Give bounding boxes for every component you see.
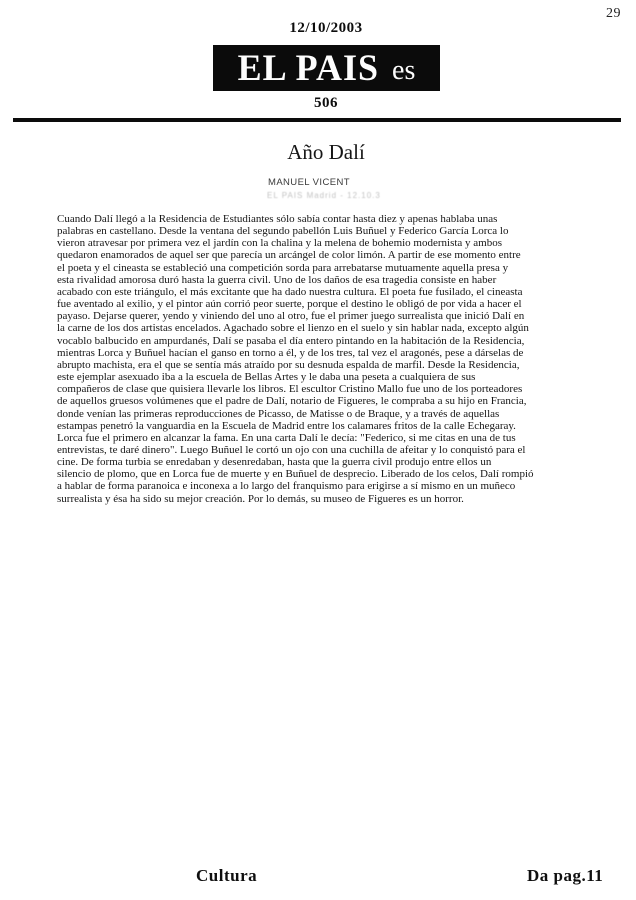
horizontal-rule bbox=[13, 118, 621, 122]
issue-number: 506 bbox=[314, 95, 338, 111]
body-line: Cuando Dalí llegó a la Residencia de Estudiantes sólo sabía contar hasta diez y apenas hablaba unas bbox=[57, 213, 498, 225]
body-line: donde venían las primeras reproducciones de Picasso, de Matisse o de Braque, y a través de aquellas bbox=[57, 407, 500, 420]
body-line: el poeta y el cineasta se estableció una competición sorda para arrebatarse mutuamente aquella presa y bbox=[57, 261, 509, 274]
masthead-date: 12/10/2003 bbox=[289, 20, 363, 36]
body-line: payaso. Dejarse querer, yendo y viniendo del uno al otro, fue el primer juego surrealista que inició Dalí en bbox=[57, 310, 525, 323]
footer-section-label: Cultura bbox=[196, 866, 258, 885]
body-line: estampas penetró la vanguardia en la Escuela de Madrid entre los calamares fritos de la calle Echegaray. bbox=[57, 419, 516, 432]
body-line: fue aventado al exilio, y el pintor aún corrió peor suerte, porque el destino le obligó de por vida a hacer el bbox=[57, 298, 522, 311]
logo-suffix-text: es bbox=[392, 55, 416, 86]
article-byline: MANUEL VICENT bbox=[268, 177, 350, 188]
logo-main-text: EL PAIS bbox=[237, 47, 380, 89]
body-line: a hablar de forma paranoica e inconexa a lo largo del franquismo para erigirse a sí mismo en un muñeco bbox=[57, 480, 516, 493]
body-line: vieron atravesar por primera vez el jardín con la chalina y la melena de bohemio modernista y ambos bbox=[57, 237, 503, 250]
faint-credit-line: EL PAIS Madrid - 12.10.3 bbox=[267, 191, 381, 200]
body-line: compañeros de clase que quisiera llevarle los libros. El escultor Cristino Mallo fue uno de los porteadores bbox=[57, 383, 523, 396]
footer-page-reference: Da pag.11 bbox=[527, 866, 604, 885]
body-line: acabado con este triángulo, el más excitante que ha dado nuestra cultura. El poeta fue fusilado, el cineasta bbox=[57, 285, 523, 298]
body-line: entrevistas, te daré dinero". Luego Buñuel le cortó un ojo con una cuchilla de afeitar y lo conquistó para el bbox=[57, 443, 526, 456]
body-line: palabras en castellano. Desde la ventana del segundo pabellón Luis Buñuel y Federico García Lorca lo bbox=[57, 225, 509, 238]
body-line: mientras Lorca y Buñuel hacían el ganso en torno a él, y de los tres, tal vez el aragonés, pese a dárselas de bbox=[57, 346, 524, 359]
body-line: cine. De forma turbia se enredaban y desenredaban, hasta que la guerra civil produjo entre ellos un bbox=[57, 456, 492, 469]
body-line: silencio de plomo, que en Lorca fue de muerte y en Buñuel de desprecio. Liberado de los celos, Dalí rompió bbox=[57, 468, 534, 481]
body-line: la carne de los dos artistas encelados. Agachado sobre el lienzo en el suelo y sin hablar nada, excepto algún bbox=[57, 322, 529, 335]
body-line: abrupto machista, era el que se sentía más atraído por su desnuda espalda de marfil. Desde la Residencia, bbox=[57, 358, 520, 371]
article-title: Año Dalí bbox=[287, 140, 365, 164]
body-line: vocablo balbucido en ampurdanés, Dalí se pasaba el día entero pintando en la habitación de la Residencia, bbox=[57, 334, 525, 347]
body-line: quedaron enamorados de aquel ser que parecía un arcángel de color limón. A partir de ese momento entre bbox=[57, 249, 521, 262]
body-line: Lorca fue el primero en alcanzar la fama. En una carta Dalí le decía: "Federico, si me citas en una de tus bbox=[57, 431, 516, 444]
el-pais-logo bbox=[213, 45, 440, 91]
page-number: 29 bbox=[606, 6, 621, 21]
body-line: surrealista y ésa ha sido su mejor creación. Por lo demás, su museo de Figueres es un horror. bbox=[57, 492, 464, 505]
body-line: este ejemplar asexuado iba a la escuela de Bellas Artes y le daba una peseta a cualquiera de sus bbox=[57, 371, 476, 384]
body-line: de aquellos gruesos volúmenes que el padre de Dalí, notario de Figueres, le compraba a su hijo en Francia, bbox=[57, 395, 527, 408]
body-line: esta rivalidad amorosa duró hasta la guerra civil. Uno de los daños de esa tragedia consiste en haber bbox=[57, 273, 497, 286]
article-body bbox=[57, 213, 602, 505]
